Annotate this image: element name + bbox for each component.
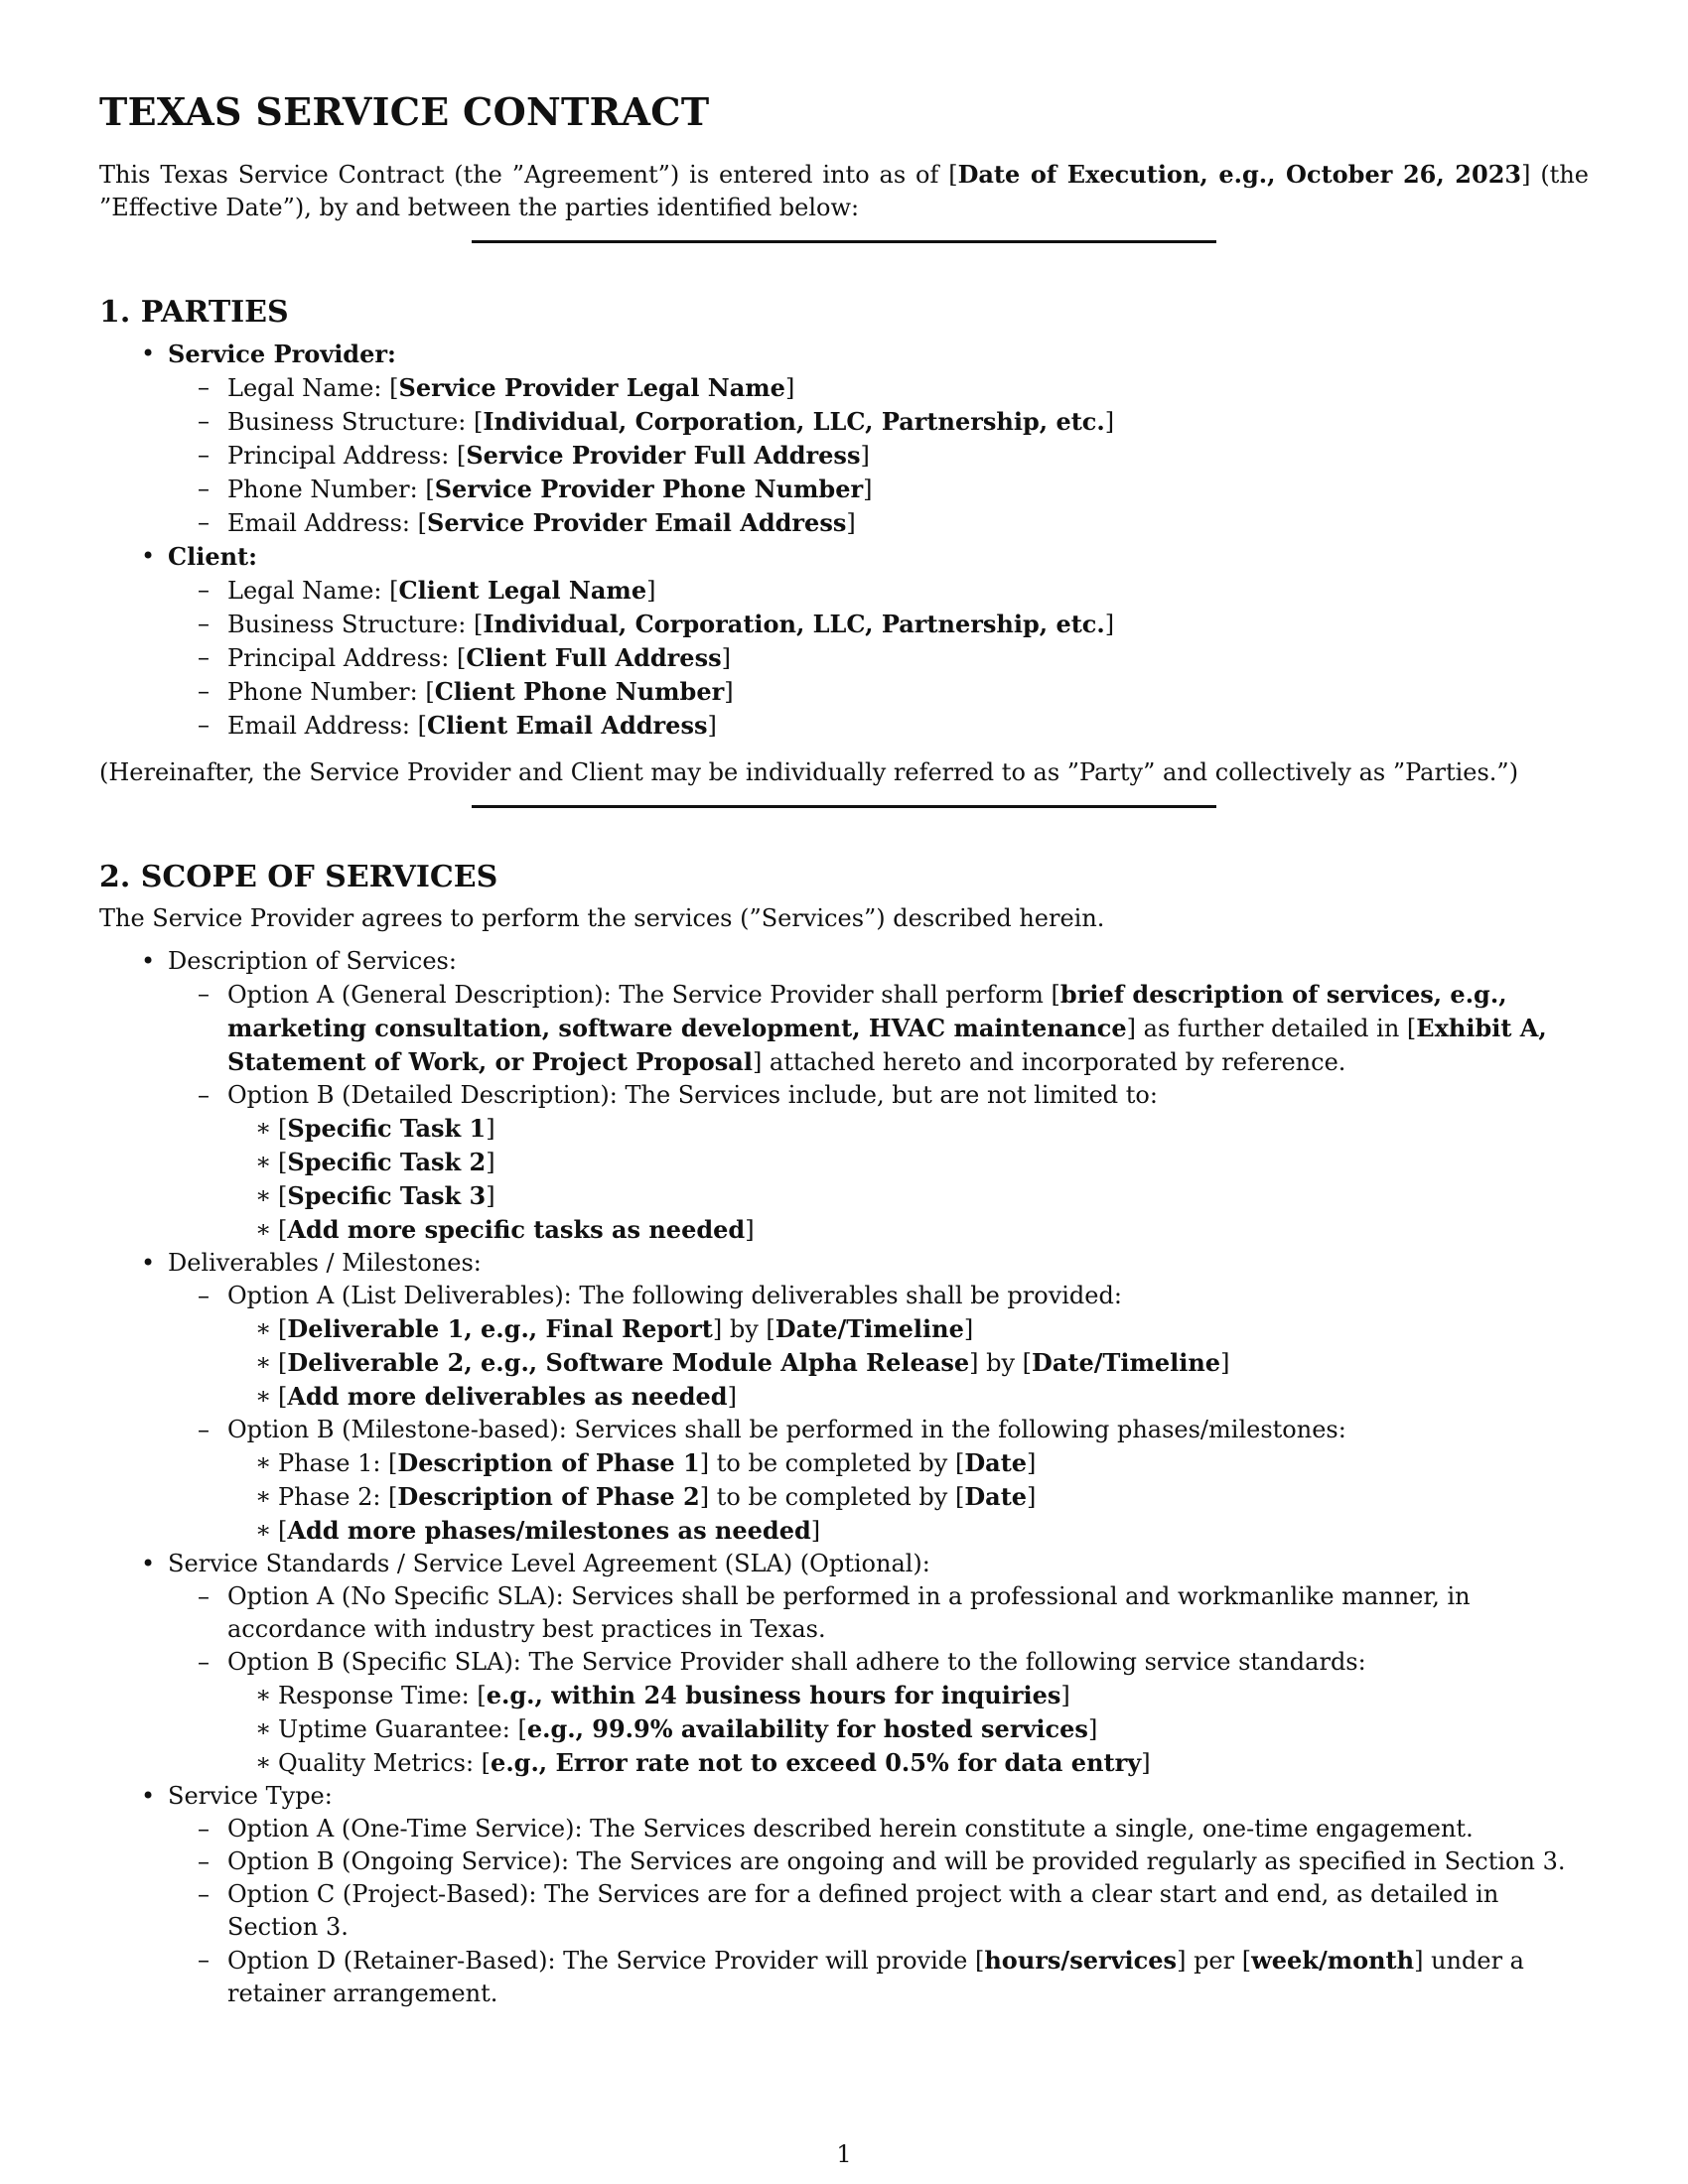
list-item: ∗ Phase 2: [Description of Phase 2] to be completed by [Date] bbox=[227, 1480, 1589, 1514]
list-item: ∗ Response Time: [e.g., within 24 business hours for inquiries] bbox=[227, 1679, 1589, 1712]
list-item: – Email Address: [Client Email Address] bbox=[168, 709, 1589, 743]
list-item: ∗ Phase 1: [Description of Phase 1] to be completed by [Date] bbox=[227, 1446, 1589, 1480]
scope-intro: The Service Provider agrees to perform the services (”Services”) described herein. bbox=[99, 904, 1105, 932]
list-item: – Option A (General Description): The Service Provider shall perform [brief description of services, e.g., marketing consultation, software development, HVAC maintenance] as further detailed in [Exhibit A, Statement of Work, or Project Proposal] attached hereto and incorporated by reference. bbox=[168, 978, 1589, 1079]
scope-deliverables: • Deliverables / Milestones: – Option A (List Deliverables): The following deliverables shall be provided: ∗ [Deliverable 1, e.g., Final Report] by [Date/Timeline] ∗ [Deliverable 2, e.g., Software Module Alpha Release] by [Date/Timeline] ∗ [Add more deliverables as needed] – Option B (Milestone-based): Services shall be performed in the following phases/milestones: ∗ Phase 1: [Description of Phase 1] to be completed by [Date] ∗ Phase 2: [Description of Phase 2] to be completed by [Date] ∗ [Add more phases/milestones as needed] bbox=[141, 1247, 1589, 1548]
list-item: – Email Address: [Service Provider Email Address] bbox=[168, 506, 1589, 540]
list-item: – Option C (Project-Based): The Services are for a defined project with a clear start and end, as detailed in Section 3. bbox=[168, 1878, 1589, 1944]
scope-standards: • Service Standards / Service Level Agreement (SLA) (Optional): – Option A (No Specific SLA): Services shall be performed in a professional and workmanlike manner, in accordance with industry best practices in Texas. – Option B (Specific SLA): The Service Provider shall adhere to the following service standards: ∗ Response Time: [e.g., within 24 business hours for inquiries] ∗ Uptime Guarantee: [e.g., 99.9% availability for hosted services] ∗ Quality Metrics: [e.g., Error rate not to exceed 0.5% for data entry] bbox=[141, 1548, 1589, 1780]
list-item: – Option A (List Deliverables): The following deliverables shall be provided: ∗ [Deliverable 1, e.g., Final Report] by [Date/Timeline] ∗ [Deliverable 2, e.g., Software Module Alpha Release] by [Date/Timeline] ∗ [Add more deliverables as needed] bbox=[168, 1280, 1589, 1414]
list-item: ∗ [Add more specific tasks as needed] bbox=[227, 1213, 1589, 1247]
list-item: – Option B (Ongoing Service): The Services are ongoing and will be provided regularly as specified in Section 3. bbox=[168, 1845, 1589, 1878]
list-item: – Phone Number: [Service Provider Phone Number] bbox=[168, 473, 1589, 506]
parties-list bbox=[141, 338, 1589, 743]
list-item: ∗ [Specific Task 2] bbox=[227, 1146, 1589, 1179]
list-item: ∗ [Add more deliverables as needed] bbox=[227, 1380, 1589, 1414]
scope-description: • Description of Services: – Option A (General Description): The Service Provider shall perform [brief description of services, e.g., marketing consultation, software development, HVAC maintenance] as further detailed in [Exhibit A, Statement of Work, or Project Proposal] attached hereto and incorporated by reference. – Option B (Detailed Description): The Services include, but are not limited to: ∗ [Specific Task 1] ∗ [Specific Task 2] ∗ [Specific Task 3] ∗ [Add more specific tasks as needed] bbox=[141, 945, 1589, 1247]
list-item: ∗ [Specific Task 3] bbox=[227, 1179, 1589, 1213]
list-item: – Option B (Specific SLA): The Service Provider shall adhere to the following service standards: ∗ Response Time: [e.g., within 24 business hours for inquiries] ∗ Uptime Guarantee: [e.g., 99.9% availability for hosted services] ∗ Quality Metrics: [e.g., Error rate not to exceed 0.5% for data entry] bbox=[168, 1646, 1589, 1780]
document-page bbox=[99, 81, 1589, 2010]
list-item: – Phone Number: [Client Phone Number] bbox=[168, 675, 1589, 709]
list-item: – Business Structure: [Individual, Corporation, LLC, Partnership, etc.] bbox=[168, 405, 1589, 439]
list-item: ∗ Uptime Guarantee: [e.g., 99.9% availability for hosted services] bbox=[227, 1712, 1589, 1746]
list-item: ∗ [Specific Task 1] bbox=[227, 1112, 1589, 1146]
list-item: – Principal Address: [Service Provider Full Address] bbox=[168, 439, 1589, 473]
list-item: ∗ [Deliverable 1, e.g., Final Report] by [Date/Timeline] bbox=[227, 1312, 1589, 1346]
document-title: TEXAS SERVICE CONTRACT bbox=[99, 89, 710, 134]
list-item: – Legal Name: [Service Provider Legal Name] bbox=[168, 371, 1589, 405]
intro-paragraph: This Texas Service Contract (the ”Agreement”) is entered into as of [Date of Execution, e.g., October 26, 2023] (the ”Effective Date”), by and between the parties identified below: bbox=[99, 160, 1589, 221]
scope-service-type: • Service Type: – Option A (One-Time Service): The Services described herein constitute a single, one-time engagement. – Option B (Ongoing Service): The Services are ongoing and will be provided regularly as specified in Section 3. – Option C (Project-Based): The Services are for a defined project with a clear start and end, as detailed in Section 3. – Option D (Retainer-Based): The Service Provider will provide [hours/services] per [week/month] under a retainer arrangement. bbox=[141, 1780, 1589, 2010]
list-item: – Option D (Retainer-Based): The Service Provider will provide [hours/services] per [week/month] under a retainer arrangement. bbox=[168, 1944, 1589, 2010]
list-item: – Option A (One-Time Service): The Services described herein constitute a single, one-time engagement. bbox=[168, 1813, 1589, 1845]
section-heading-scope: 2. SCOPE OF SERVICES bbox=[99, 860, 498, 894]
list-item: – Option A (No Specific SLA): Services shall be performed in a professional and workmanlike manner, in accordance with industry best practices in Texas. bbox=[168, 1580, 1589, 1646]
page-number: 1 bbox=[836, 2140, 852, 2168]
party-service-provider: • Service Provider: – Legal Name: [Service Provider Legal Name] – Business Structure: [Individual, Corporation, LLC, Partnership, etc.] – Principal Address: [Service Provider Full Address] – Phone Number: [Service Provider Phone Number] – Email Address: [Service Provider Email Address] bbox=[141, 338, 1589, 540]
list-item: ∗ Quality Metrics: [e.g., Error rate not to exceed 0.5% for data entry] bbox=[227, 1746, 1589, 1780]
list-item: ∗ [Add more phases/milestones as needed] bbox=[227, 1514, 1589, 1548]
list-item: – Legal Name: [Client Legal Name] bbox=[168, 574, 1589, 608]
date-placeholder: Date of Execution, e.g., October 26, 2023 bbox=[957, 160, 1522, 189]
party-client: • Client: – Legal Name: [Client Legal Name] – Business Structure: [Individual, Corporation, LLC, Partnership, etc.] – Principal Address: [Client Full Address] – Phone Number: [Client Phone Number] – Email Address: [Client Email Address] bbox=[141, 540, 1589, 743]
section-heading-parties: 1. PARTIES bbox=[99, 295, 289, 330]
list-item: – Principal Address: [Client Full Address] bbox=[168, 641, 1589, 675]
scope-list bbox=[141, 945, 1589, 2010]
list-item: ∗ [Deliverable 2, e.g., Software Module Alpha Release] by [Date/Timeline] bbox=[227, 1346, 1589, 1380]
list-item: – Business Structure: [Individual, Corporation, LLC, Partnership, etc.] bbox=[168, 608, 1589, 641]
parties-note: (Hereinafter, the Service Provider and Client may be individually referred to as ”Party” and collectively as ”Parties.”) bbox=[99, 758, 1519, 786]
list-item: – Option B (Detailed Description): The Services include, but are not limited to: ∗ [Specific Task 1] ∗ [Specific Task 2] ∗ [Specific Task 3] ∗ [Add more specific tasks as needed] bbox=[168, 1079, 1589, 1247]
list-item: – Option B (Milestone-based): Services shall be performed in the following phases/milestones: ∗ Phase 1: [Description of Phase 1] to be completed by [Date] ∗ Phase 2: [Description of Phase 2] to be completed by [Date] ∗ [Add more phases/milestones as needed] bbox=[168, 1414, 1589, 1548]
